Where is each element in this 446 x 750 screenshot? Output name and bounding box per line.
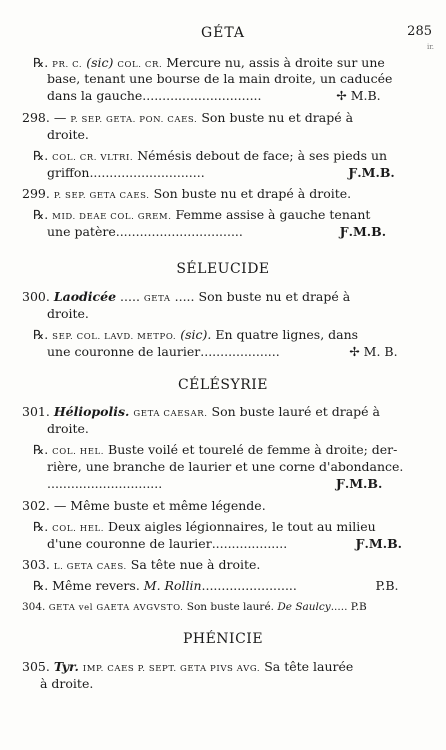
- reverse-symbol: ℞.: [33, 148, 49, 163]
- reverse-symbol: ℞.: [33, 442, 49, 457]
- catalog-entry: [22, 600, 367, 616]
- section-heading: SÉLEUCIDE: [176, 261, 270, 277]
- reverse-line: [33, 519, 376, 537]
- description-text: Némésis debout de face; à ses pieds un: [137, 148, 388, 163]
- rarity-mark: Ƒ.M.B.: [339, 224, 387, 239]
- entry-number: 304.: [22, 601, 46, 613]
- city-name: Tyr.: [53, 659, 79, 674]
- sic-note: (sic).: [180, 327, 212, 342]
- rarity-mark: Ƒ.M.B.: [355, 536, 403, 551]
- description-text: Mercure nu, assis à droite sur une: [166, 55, 385, 70]
- entry-number: 305.: [22, 659, 50, 674]
- rarity-mark: ✢ M.B.: [336, 88, 381, 103]
- catalog-entry: [22, 557, 260, 575]
- coin-legend: GETA: [143, 294, 171, 304]
- description-line: base, tenant une bourse de la main droite, un caducée: [47, 71, 393, 86]
- running-head: GÉTA: [200, 25, 246, 41]
- rarity-mark: Ƒ.M.B.: [335, 476, 383, 491]
- coin-legend: COL. CR. VLTRI.: [52, 153, 134, 163]
- reverse-line: [33, 327, 358, 345]
- coin-legend: PR. C.: [52, 60, 83, 70]
- leader-dots: ...................: [211, 536, 288, 551]
- description-line: à droite.: [40, 676, 94, 691]
- coin-legend: P. SEP. GETA. PON. CAES.: [70, 115, 198, 125]
- signature-mark: ir.: [426, 43, 434, 51]
- description-text: En quatre lignes, dans: [215, 327, 359, 342]
- entry-number: 302.: [22, 498, 50, 513]
- section-heading: CÉLÉSYRIE: [177, 377, 269, 393]
- reverse-line: [33, 148, 387, 166]
- coin-legend: MID. DEAE COL. GREM.: [52, 212, 172, 222]
- entry-number: 300.: [22, 289, 50, 304]
- catalog-entry: [22, 289, 350, 307]
- description-text: griffon: [47, 165, 90, 180]
- description-line: droite.: [47, 421, 89, 436]
- entry-number: 301.: [22, 404, 50, 419]
- description-text: Deux aigles légionnaires, le tout au milieu: [108, 519, 376, 534]
- coin-legend: COL. HEL.: [52, 524, 105, 534]
- collection-owner: De Saulcy: [277, 601, 331, 613]
- catalog-entry: [22, 498, 266, 513]
- section-heading: PHÉNICIE: [182, 631, 264, 647]
- description-line: [47, 165, 395, 180]
- leader-dots: ........................: [201, 578, 297, 593]
- reverse-line: [33, 578, 399, 593]
- coin-legend: L. GETA CAES.: [53, 562, 127, 572]
- catalog-entry: [22, 186, 351, 204]
- catalog-entry: [22, 110, 353, 128]
- reverse-symbol: ℞.: [33, 327, 49, 342]
- leader-dots: ....................: [200, 344, 280, 359]
- coin-legend: COL. CR.: [117, 60, 163, 70]
- description-line: [47, 88, 381, 103]
- coin-legend: IMP. CAES P. SEPT. GETA PIVS AVG.: [82, 664, 261, 674]
- entry-number: 303.: [22, 557, 50, 572]
- description-text: Femme assise à gauche tenant: [175, 207, 371, 222]
- leader-dots: .....: [174, 289, 195, 304]
- reverse-symbol: ℞.: [33, 519, 49, 534]
- leader-dots: .....: [330, 601, 348, 613]
- reverse-line: [33, 442, 397, 460]
- description-text: Buste voilé et tourelé de femme à droite; der-: [108, 442, 398, 457]
- description-text: — Même buste et même légende.: [53, 498, 266, 513]
- city-name: Héliopolis.: [53, 404, 130, 419]
- reverse-line: [33, 207, 370, 225]
- leader-dots: ................................: [115, 224, 243, 239]
- entry-number: 299.: [22, 186, 50, 201]
- leader-dots: .............................: [47, 476, 163, 491]
- description-text: Son buste nu et drapé à: [201, 110, 354, 125]
- rarity-mark: ✢ M. B.: [349, 344, 398, 359]
- catalog-entry: [22, 659, 353, 677]
- description-line: [47, 344, 398, 359]
- description-text: Sa tête nue à droite.: [130, 557, 261, 572]
- catalog-entry: [22, 404, 380, 422]
- city-name: Laodicée: [53, 289, 117, 304]
- reverse-symbol: ℞.: [33, 578, 49, 593]
- description-text: d'une couronne de laurier: [47, 536, 212, 551]
- description-text: Sa tête laurée: [264, 659, 354, 674]
- entry-number: 298.: [22, 110, 50, 125]
- description-line: [47, 476, 382, 491]
- coin-legend: GETA vel GAETA AVGVSTO.: [48, 603, 184, 613]
- rarity-mark: P.B.: [375, 578, 399, 593]
- reverse-symbol: ℞.: [33, 55, 49, 70]
- description-line: droite.: [47, 306, 89, 321]
- description-line: [47, 536, 402, 551]
- description-text: une patère: [47, 224, 116, 239]
- coin-legend: COL. HEL.: [52, 447, 105, 457]
- description-text: dans la gauche: [47, 88, 143, 103]
- sic-note: (sic): [86, 55, 114, 70]
- rarity-mark: Ƒ.M.B.: [348, 165, 395, 180]
- page-number: 285: [407, 24, 432, 39]
- description-line: rière, une branche de laurier et une corne d'abondance.: [47, 459, 404, 474]
- description-line: [47, 224, 386, 239]
- description-text: Son buste lauré.: [186, 601, 275, 613]
- rarity-mark: P.B: [350, 601, 367, 613]
- description-text: Son buste lauré et drapé à: [211, 404, 380, 419]
- coin-legend: SEP. COL. LAVD. METPO.: [52, 332, 177, 342]
- collection-owner: M. Rollin: [143, 578, 202, 593]
- coin-legend: P. SEP. GETA CAES.: [53, 191, 150, 201]
- leader-dots: .............................: [89, 165, 205, 180]
- leader-dots: ..............................: [142, 88, 262, 103]
- dash: —: [53, 110, 67, 125]
- leader-dots: .....: [120, 289, 140, 304]
- reverse-symbol: ℞.: [33, 207, 49, 222]
- description-text: Son buste nu et drapé à: [198, 289, 351, 304]
- description-text: Même revers.: [52, 578, 140, 593]
- description-text: Son buste nu et drapé à droite.: [153, 186, 352, 201]
- description-line: droite.: [47, 127, 89, 142]
- description-text: une couronne de laurier: [47, 344, 201, 359]
- coin-legend: GETA CAESAR.: [133, 409, 208, 419]
